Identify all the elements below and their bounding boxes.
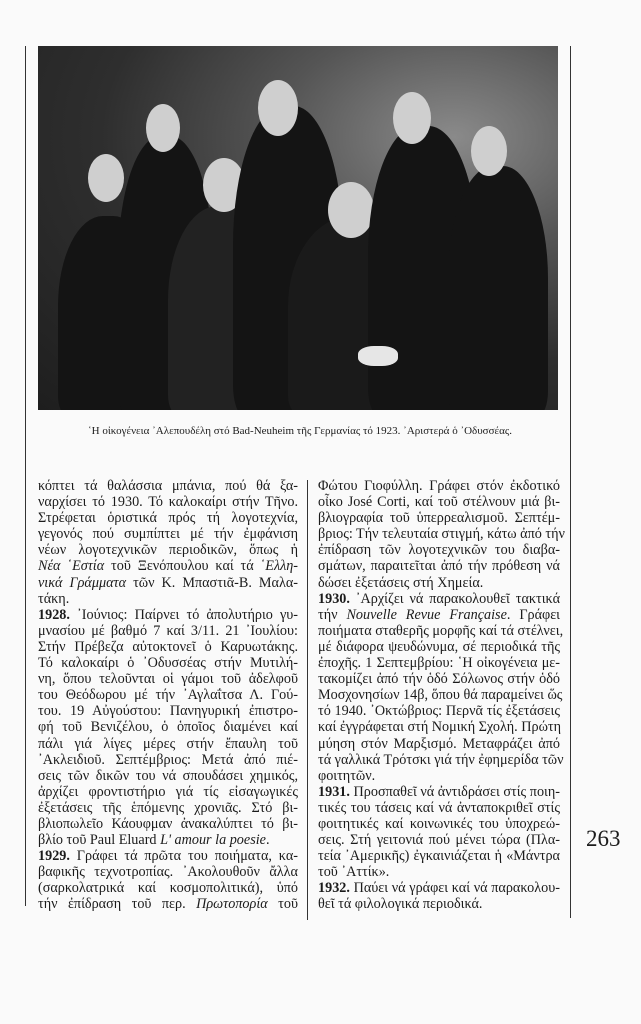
text-run: Στρέφεται ὁριστικά πρός τή λογοτεχνία,: [38, 510, 298, 527]
text-line: [318, 510, 560, 526]
italic-title: Nouvelle Revue Française: [346, 606, 507, 623]
text-line: [318, 784, 560, 800]
left-text-column: [38, 478, 298, 913]
year-heading: 1928.: [38, 606, 70, 623]
text-line: [38, 623, 298, 639]
text-run: ποιήματα σταθερῆς μορφῆς καί τά στέλνει,: [318, 622, 564, 639]
text-line: [38, 832, 298, 848]
figure: [448, 166, 548, 410]
text-line: [318, 526, 565, 543]
text-run: θεῖ τά φιλολογικά περιοδικά.: [318, 896, 483, 913]
photo-caption: ῾Η οἰκογένεια ᾿Αλεπουδέλη στό Bad-Neuheim τῆς Γερμανίας τό 1923. ᾿Αριστερά ὁ ᾿Οδυσσέας.: [87, 425, 513, 437]
italic-title: ῾Ελλη-: [260, 558, 298, 575]
text-run: οἶκο José Corti, καί τοῦ στέλνουν μιά βι-: [318, 494, 560, 511]
text-line: [318, 768, 560, 784]
text-run: φοιτητῶν.: [318, 767, 376, 784]
text-run: σμάτων, παραιτεῖται ἀπό τήν πρόθεση νά: [318, 558, 560, 575]
hands: [358, 346, 398, 366]
text-run: ναρχίσει τό 1930. Τό καλοκαίρι στήν Τῆνο.: [38, 494, 298, 511]
text-run: βλιοπωλεῖο Κάουφμαν ἀνακαλύπτει τό βι-: [38, 815, 298, 832]
text-run: ᾿Ακλειδιοῦ. Σεπτέμβριος: Μετά ἀπό πιέ-: [38, 751, 298, 768]
text-line: [318, 864, 560, 880]
text-run: Γράφει τά πρῶτα του ποιήματα, κα-: [69, 848, 298, 865]
text-line: [318, 558, 560, 574]
text-line: [38, 848, 298, 864]
text-run: του Θεόδωρου μέ τήν ᾿Αγλαΐτσα Λ. Γού-: [38, 687, 298, 704]
text-line: [318, 896, 560, 912]
italic-title: Νέα ῾Εστία: [38, 558, 105, 575]
text-run: ἐποχῆς. 1 Σεπτεμβρίου: ῾Η οἰκογένεια με-: [318, 655, 560, 672]
face: [471, 126, 507, 176]
text-line: [38, 591, 298, 607]
text-run: ἐπίδραση τῶν λογοτεχνικῶν του διαβα-: [318, 542, 560, 559]
italic-title: νικά Γράμματα: [38, 574, 127, 591]
text-line: [38, 510, 298, 526]
text-line: [38, 671, 298, 687]
text-run: Προσπαθεῖ νά ἀντιδράσει στίς ποιη-: [349, 783, 560, 800]
text-run: νέων λογοτεχνικῶν περιοδικῶν, ὅπως ἡ: [38, 542, 298, 559]
text-line: [318, 607, 560, 623]
text-line: [38, 880, 298, 896]
text-line: [38, 736, 298, 752]
text-line: [318, 719, 560, 735]
family-photograph: [38, 46, 558, 410]
text-line: [318, 880, 560, 896]
text-run: ἐξετάσεις τῆς ἑπόμενης χρονιᾶς. Στό βι-: [38, 799, 298, 816]
text-line: [318, 622, 564, 639]
text-line: [38, 816, 298, 832]
text-line: [38, 752, 298, 768]
page-number: 263: [586, 826, 621, 851]
text-run: ᾿Ιούνιος: Παίρνει τό ἀπολυτήριο γυ-: [69, 606, 298, 623]
text-run: ᾿Αρχίζει νά παρακολουθεῖ τακτικά: [349, 590, 560, 607]
text-run: σεις. Στή γειτονιά πού μένει τώρα (Πλα-: [318, 832, 560, 849]
text-run: βαφικῆς τεχνοτροπίας. ᾿Ακολουθοῦν ἄλλα: [38, 864, 298, 881]
text-run: τοῦ ᾿Αττίκ».: [318, 864, 390, 881]
text-line: [318, 655, 560, 671]
text-line: [38, 687, 298, 703]
text-run: φή τοῦ Βενιζέλου, ὁ ὁποῖος διαμένει καί: [38, 719, 298, 736]
text-run: σεις τῶν δικῶν του νά σπουδάσει χημικός,: [38, 767, 298, 784]
text-run: βριος: Τήν τελευταία στιγμή, κάτω ἀπό τήν: [318, 526, 565, 543]
year-heading: 1932.: [318, 880, 350, 897]
text-run: κόπτει τά θαλάσσια μπάνια, πού θά ξα-: [38, 478, 298, 494]
year-heading: 1930.: [318, 590, 350, 607]
text-line: [318, 671, 560, 687]
text-line: [318, 542, 560, 558]
text-line: [38, 558, 298, 574]
text-line: [38, 494, 298, 510]
text-line: [318, 639, 560, 655]
text-run: τοῦ Ξενόπουλου καί τά: [104, 558, 261, 575]
text-line: [38, 864, 298, 880]
text-line: [318, 800, 560, 816]
text-line: [318, 575, 560, 591]
italic-title: Πρωτοπορία: [196, 896, 268, 913]
text-run: μνασίου μέ βαθμό 7 καί 3/11. 21 ᾿Ιουλίου:: [38, 622, 298, 639]
italic-title: L' amour la poesie: [160, 832, 266, 849]
text-run: Μοσχονησίων 14β, ὅπου θά παραμείνει ὥς: [318, 687, 563, 704]
text-run: τά γαλλικά Τρότσκι γιά τήν ἐφημερίδα τῶν: [318, 751, 564, 768]
text-run: τῶν Κ. Μπαστιᾶ-Β. Μαλα-: [126, 574, 298, 591]
text-line: [38, 542, 298, 558]
right-text-column: [318, 478, 565, 913]
text-line: [38, 575, 298, 591]
text-run: τεία ᾿Αμερικῆς) ἐγκαινιάζεται ἡ «Μάντρα: [318, 848, 560, 865]
text-run: ἀρχίζει φροντιστήριο γιά τίς εἰσαγωγικές: [38, 783, 298, 800]
text-line: [318, 591, 560, 607]
text-run: βλίο τοῦ Paul Eluard: [38, 832, 161, 849]
text-run: γεγονός πού συμπίπτει μέ τήν ἐμφάνιση: [38, 526, 298, 543]
text-run: τάκη.: [38, 590, 70, 607]
text-run: Παύει νά γράφει καί νά παρακολου-: [349, 880, 560, 897]
text-run: φοιτητικές καί κοινωνικές του ὑποχρεώ-: [318, 815, 560, 832]
text-line: [38, 768, 298, 784]
text-run: καί ἐγγράφεται στή Νομική Σχολή. Πρώτη: [318, 719, 562, 736]
text-line: [318, 751, 564, 768]
year-heading: 1931.: [318, 783, 350, 800]
text-line: [318, 703, 560, 719]
text-line: [38, 655, 298, 671]
text-run: Στήν Πρέβεζα αὐτοκτονεῖ ὁ Καρυωτάκης.: [38, 638, 298, 655]
column-gutter-rule: [307, 480, 308, 920]
text-run: τό 1940. ᾿Οκτώβριος: Περνᾶ τίς ἐξετάσεις: [318, 703, 560, 720]
text-run: τοῦ: [267, 896, 298, 913]
face: [328, 182, 374, 238]
text-line: [318, 736, 560, 752]
text-run: πάλι γιά λίγες μέρες στήν ἔπαυλη τοῦ: [38, 735, 298, 752]
text-line: [318, 848, 560, 864]
text-run: μύηση στόν Μαρξισμό. Μεταφράζει ἀπό: [318, 735, 560, 752]
text-line: [318, 832, 560, 848]
text-run: Φώτου Γιοφύλλη. Γράφει στόν ἐκδοτικό: [318, 478, 560, 494]
face: [393, 92, 431, 144]
text-line: [38, 800, 298, 816]
text-run: (σαρκολατρικά καί κοσμοπολιτικά), ὑπό: [38, 880, 298, 897]
face: [146, 104, 180, 152]
text-run: τακομίζει ἀπό τήν ὁδό Σόλωνος στήν ὁδό: [318, 671, 560, 688]
text-line: [38, 703, 298, 719]
frame-left-rule: [25, 46, 26, 906]
text-run: τήν: [318, 606, 347, 623]
text-line: [38, 784, 298, 800]
text-line: [38, 719, 298, 735]
text-line: [38, 639, 298, 655]
face: [258, 80, 298, 136]
text-run: τικές του τάσεις καί νά ἀνταποκριθεῖ στίς: [318, 799, 560, 816]
text-line: [38, 526, 298, 542]
text-line: [318, 687, 563, 704]
text-line: [318, 478, 560, 494]
text-run: .: [265, 832, 270, 849]
text-run: δώσει ἐξετάσεις στή Χημεία.: [318, 574, 484, 591]
face: [88, 154, 124, 202]
text-run: νη, ὅπου τελοῦνται οἱ γάμοι τοῦ ἀδελφοῦ: [38, 671, 298, 688]
text-line: [38, 896, 298, 912]
text-run: τήν ἐπίδραση τοῦ περ.: [38, 896, 197, 913]
text-line: [38, 607, 298, 623]
text-run: μέ διάφορα ψευδώνυμα, σέ περιοδικά τῆς: [318, 638, 560, 655]
text-run: . Γράφει: [506, 606, 561, 623]
text-run: βλιογραφία τοῦ ὑπερρεαλισμοῦ. Σεπτέμ-: [318, 510, 560, 527]
text-run: του. 19 Αὐγούστου: Πανηγυρική ἐπιστρο-: [38, 703, 298, 720]
text-line: [318, 816, 560, 832]
text-line: [318, 494, 560, 510]
text-run: Τό καλοκαίρι ὁ ᾿Οδυσσέας στήν Μυτιλή-: [38, 655, 298, 672]
year-heading: 1929.: [38, 848, 70, 865]
text-line: [38, 478, 298, 494]
frame-right-rule: [570, 46, 571, 918]
